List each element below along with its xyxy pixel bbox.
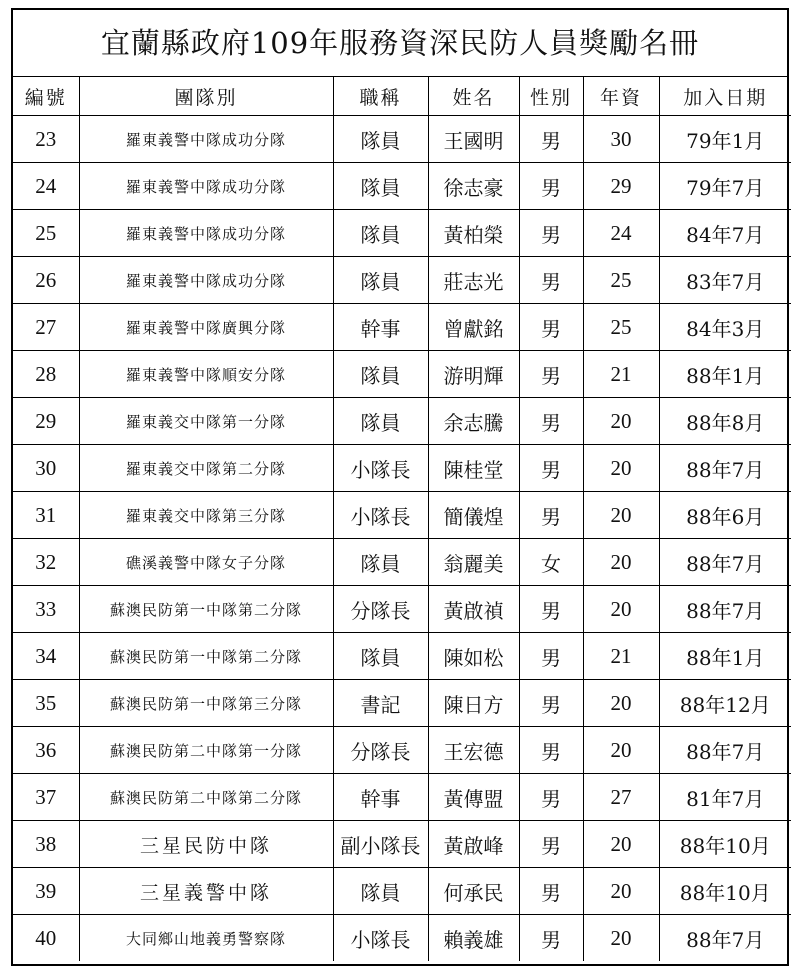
cell-unit: 羅東義警中隊成功分隊 [79,210,333,257]
cell-years: 20 [583,586,659,633]
header-join-date: 加入日期 [659,77,791,116]
cell-number: 28 [13,351,79,398]
cell-job-title: 幹事 [333,774,428,821]
cell-gender: 男 [519,774,583,821]
table-row [13,398,791,445]
header-name: 姓名 [428,77,519,116]
cell-name: 黃柏榮 [428,210,519,257]
table-row [13,868,791,915]
cell-join-date: 83年7月 [659,257,791,304]
table-row [13,257,791,304]
cell-job-title: 幹事 [333,304,428,351]
cell-unit: 蘇澳民防第二中隊第一分隊 [79,727,333,774]
cell-job-title: 隊員 [333,351,428,398]
cell-name: 黃傳盟 [428,774,519,821]
cell-gender: 男 [519,398,583,445]
table-row [13,774,791,821]
table-row [13,163,791,210]
cell-name: 莊志光 [428,257,519,304]
cell-job-title: 隊員 [333,868,428,915]
cell-job-title: 隊員 [333,116,428,163]
cell-job-title: 隊員 [333,210,428,257]
cell-gender: 女 [519,539,583,586]
cell-join-date: 79年1月 [659,116,791,163]
cell-gender: 男 [519,727,583,774]
cell-years: 20 [583,915,659,962]
table-row [13,116,791,163]
cell-number: 30 [13,445,79,492]
cell-join-date: 88年1月 [659,633,791,680]
cell-number: 25 [13,210,79,257]
cell-years: 30 [583,116,659,163]
cell-unit: 羅東義警中隊成功分隊 [79,257,333,304]
cell-join-date: 81年7月 [659,774,791,821]
cell-job-title: 小隊長 [333,445,428,492]
cell-job-title: 分隊長 [333,727,428,774]
cell-join-date: 79年7月 [659,163,791,210]
cell-job-title: 隊員 [333,163,428,210]
cell-years: 20 [583,727,659,774]
cell-years: 20 [583,680,659,727]
table-row [13,304,791,351]
cell-unit: 羅東義警中隊廣興分隊 [79,304,333,351]
table-row [13,633,791,680]
header-unit: 團隊別 [79,77,333,116]
cell-unit: 大同鄉山地義勇警察隊 [79,915,333,962]
cell-years: 25 [583,257,659,304]
header-gender: 性別 [519,77,583,116]
cell-gender: 男 [519,492,583,539]
cell-number: 32 [13,539,79,586]
cell-number: 26 [13,257,79,304]
cell-join-date: 88年7月 [659,915,791,962]
table-row [13,915,791,962]
cell-name: 陳桂堂 [428,445,519,492]
header-job-title: 職稱 [333,77,428,116]
cell-number: 38 [13,821,79,868]
cell-name: 賴義雄 [428,915,519,962]
cell-unit: 蘇澳民防第一中隊第二分隊 [79,586,333,633]
cell-join-date: 88年7月 [659,727,791,774]
cell-join-date: 88年8月 [659,398,791,445]
cell-unit: 三星義警中隊 [79,868,333,915]
cell-unit: 三星民防中隊 [79,821,333,868]
cell-name: 王國明 [428,116,519,163]
cell-gender: 男 [519,116,583,163]
cell-job-title: 隊員 [333,398,428,445]
cell-job-title: 分隊長 [333,586,428,633]
cell-name: 徐志豪 [428,163,519,210]
cell-gender: 男 [519,304,583,351]
cell-job-title: 隊員 [333,257,428,304]
cell-name: 余志騰 [428,398,519,445]
cell-job-title: 隊員 [333,539,428,586]
cell-years: 24 [583,210,659,257]
cell-years: 21 [583,351,659,398]
cell-gender: 男 [519,257,583,304]
cell-name: 曾獻銘 [428,304,519,351]
header-number: 編號 [13,77,79,116]
cell-unit: 羅東義交中隊第二分隊 [79,445,333,492]
cell-join-date: 88年12月 [659,680,791,727]
table-row [13,445,791,492]
cell-years: 29 [583,163,659,210]
cell-unit: 羅東義交中隊第一分隊 [79,398,333,445]
cell-unit: 羅東義交中隊第三分隊 [79,492,333,539]
table-row [13,821,791,868]
table-row [13,727,791,774]
cell-join-date: 84年7月 [659,210,791,257]
cell-gender: 男 [519,445,583,492]
cell-years: 20 [583,868,659,915]
cell-number: 29 [13,398,79,445]
cell-join-date: 88年7月 [659,445,791,492]
cell-unit: 蘇澳民防第一中隊第三分隊 [79,680,333,727]
cell-join-date: 88年10月 [659,868,791,915]
cell-name: 游明輝 [428,351,519,398]
cell-number: 34 [13,633,79,680]
cell-years: 21 [583,633,659,680]
roster-table [13,77,791,961]
page-title: 宜蘭縣政府109年服務資深民防人員獎勵名冊 [13,10,787,77]
cell-number: 33 [13,586,79,633]
cell-name: 簡儀煌 [428,492,519,539]
header-row [13,77,791,116]
cell-years: 20 [583,821,659,868]
header-years: 年資 [583,77,659,116]
cell-gender: 男 [519,915,583,962]
cell-name: 何承民 [428,868,519,915]
table-row [13,351,791,398]
cell-unit: 羅東義警中隊成功分隊 [79,116,333,163]
table-row [13,210,791,257]
cell-gender: 男 [519,351,583,398]
cell-name: 黃啟峰 [428,821,519,868]
cell-number: 27 [13,304,79,351]
cell-join-date: 88年1月 [659,351,791,398]
cell-unit: 礁溪義警中隊女子分隊 [79,539,333,586]
cell-join-date: 88年7月 [659,586,791,633]
cell-gender: 男 [519,163,583,210]
cell-number: 36 [13,727,79,774]
cell-unit: 蘇澳民防第二中隊第二分隊 [79,774,333,821]
cell-job-title: 小隊長 [333,492,428,539]
cell-name: 王宏德 [428,727,519,774]
cell-number: 40 [13,915,79,962]
cell-unit: 羅東義警中隊順安分隊 [79,351,333,398]
cell-name: 陳如松 [428,633,519,680]
cell-job-title: 副小隊長 [333,821,428,868]
cell-years: 20 [583,445,659,492]
cell-job-title: 書記 [333,680,428,727]
roster-sheet [11,8,789,966]
cell-name: 黃啟禎 [428,586,519,633]
cell-number: 37 [13,774,79,821]
cell-years: 27 [583,774,659,821]
cell-name: 翁麗美 [428,539,519,586]
cell-years: 20 [583,492,659,539]
cell-years: 25 [583,304,659,351]
cell-unit: 羅東義警中隊成功分隊 [79,163,333,210]
cell-join-date: 88年7月 [659,539,791,586]
cell-name: 陳日方 [428,680,519,727]
cell-gender: 男 [519,868,583,915]
cell-gender: 男 [519,586,583,633]
cell-job-title: 隊員 [333,633,428,680]
table-row [13,586,791,633]
table-row [13,680,791,727]
roster-body [13,116,791,962]
table-row [13,492,791,539]
cell-number: 31 [13,492,79,539]
cell-gender: 男 [519,210,583,257]
cell-job-title: 小隊長 [333,915,428,962]
cell-unit: 蘇澳民防第一中隊第二分隊 [79,633,333,680]
cell-gender: 男 [519,680,583,727]
cell-gender: 男 [519,633,583,680]
cell-years: 20 [583,398,659,445]
table-row [13,539,791,586]
cell-years: 20 [583,539,659,586]
cell-number: 39 [13,868,79,915]
cell-number: 24 [13,163,79,210]
cell-join-date: 84年3月 [659,304,791,351]
cell-number: 23 [13,116,79,163]
cell-join-date: 88年10月 [659,821,791,868]
cell-join-date: 88年6月 [659,492,791,539]
cell-number: 35 [13,680,79,727]
cell-gender: 男 [519,821,583,868]
